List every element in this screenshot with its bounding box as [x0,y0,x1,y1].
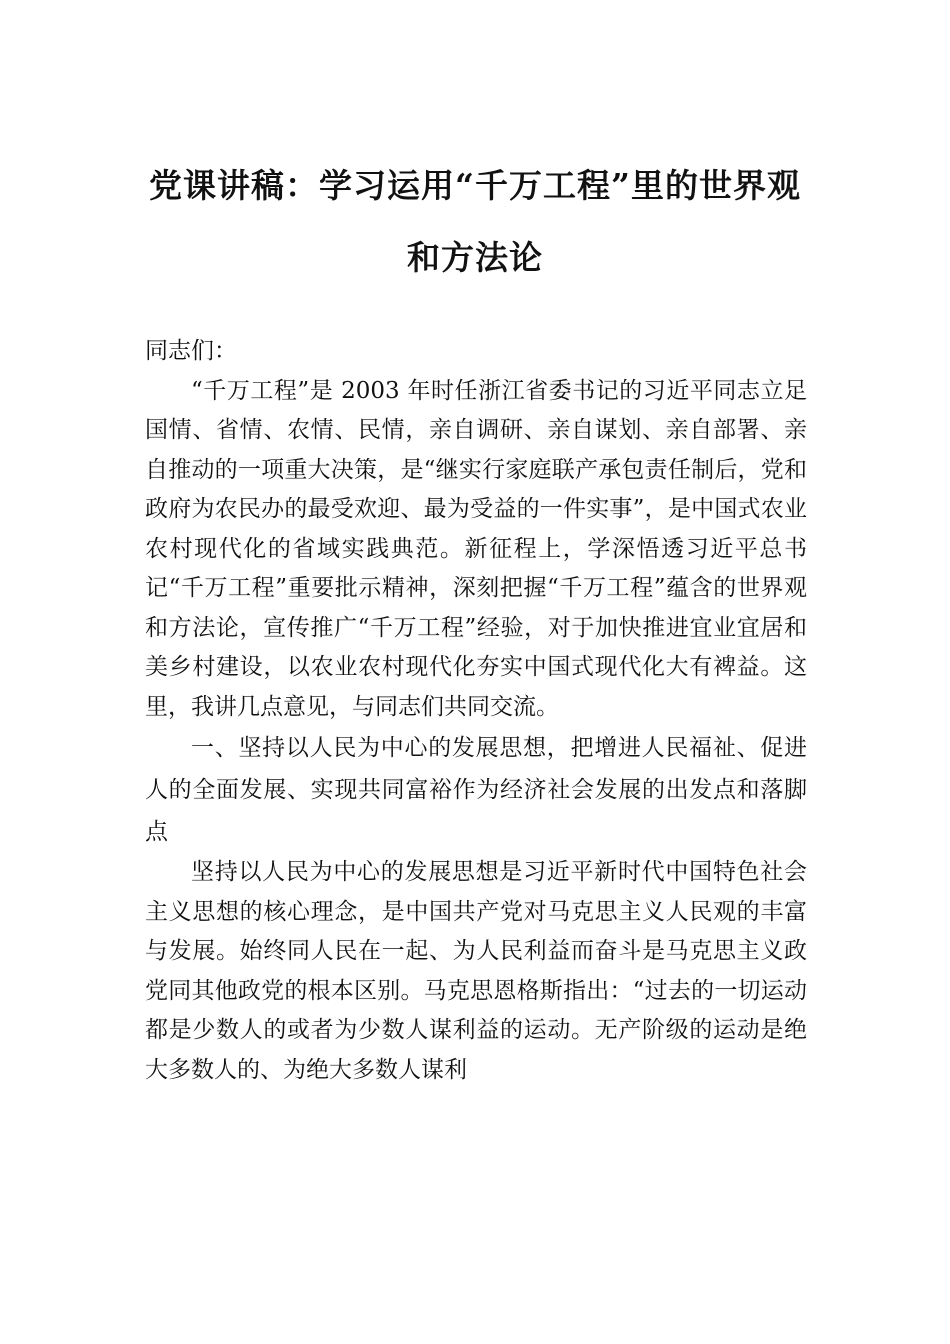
intro-paragraph: “千万工程”是 2003 年时任浙江省委书记的习近平同志立足国情、省情、农情、民情，亲自调研、亲自谋划、亲自部署、亲自推动的一项重大决策，是“继实行家庭联产承包责任制后，党和政府为农民办的最受欢迎、最为受益的一件实事”，是中国式农业农村现代化的省域实践典范。新征程上，学深悟透习近平总书记“千万工程”重要批示精神，深刻把握“千万工程”蕴含的世界观和方法论，宣传推广“千万工程”经验，对于加快推进宜业宜居和美乡村建设，以农业农村现代化夯实中国式现代化大有裨益。这里，我讲几点意见，与同志们共同交流。 [145,377,807,720]
page-title: 党课讲稿：学习运用“千万工程”里的世界观和方法论 [149,166,801,277]
document-body [145,332,807,1090]
salutation: 同志们： [145,338,237,364]
section-heading-one: 一、坚持以人民为中心的发展思想，把增进人民福祉、促进人的全面发展、实现共同富裕作为经济社会发展的出发点和落脚点 [145,735,807,845]
body-paragraph: 坚持以人民为中心的发展思想是习近平新时代中国特色社会主义思想的核心理念，是中国共产党对马克思主义人民观的丰富与发展。始终同人民在一起、为人民利益而奋斗是马克思主义政党同其他政党的根本区别。马克思恩格斯指出：“过去的一切运动都是少数人的或者为少数人谋利益的运动。无产阶级的运动是绝大多数人的、为绝大多数人谋利 [145,859,807,1083]
